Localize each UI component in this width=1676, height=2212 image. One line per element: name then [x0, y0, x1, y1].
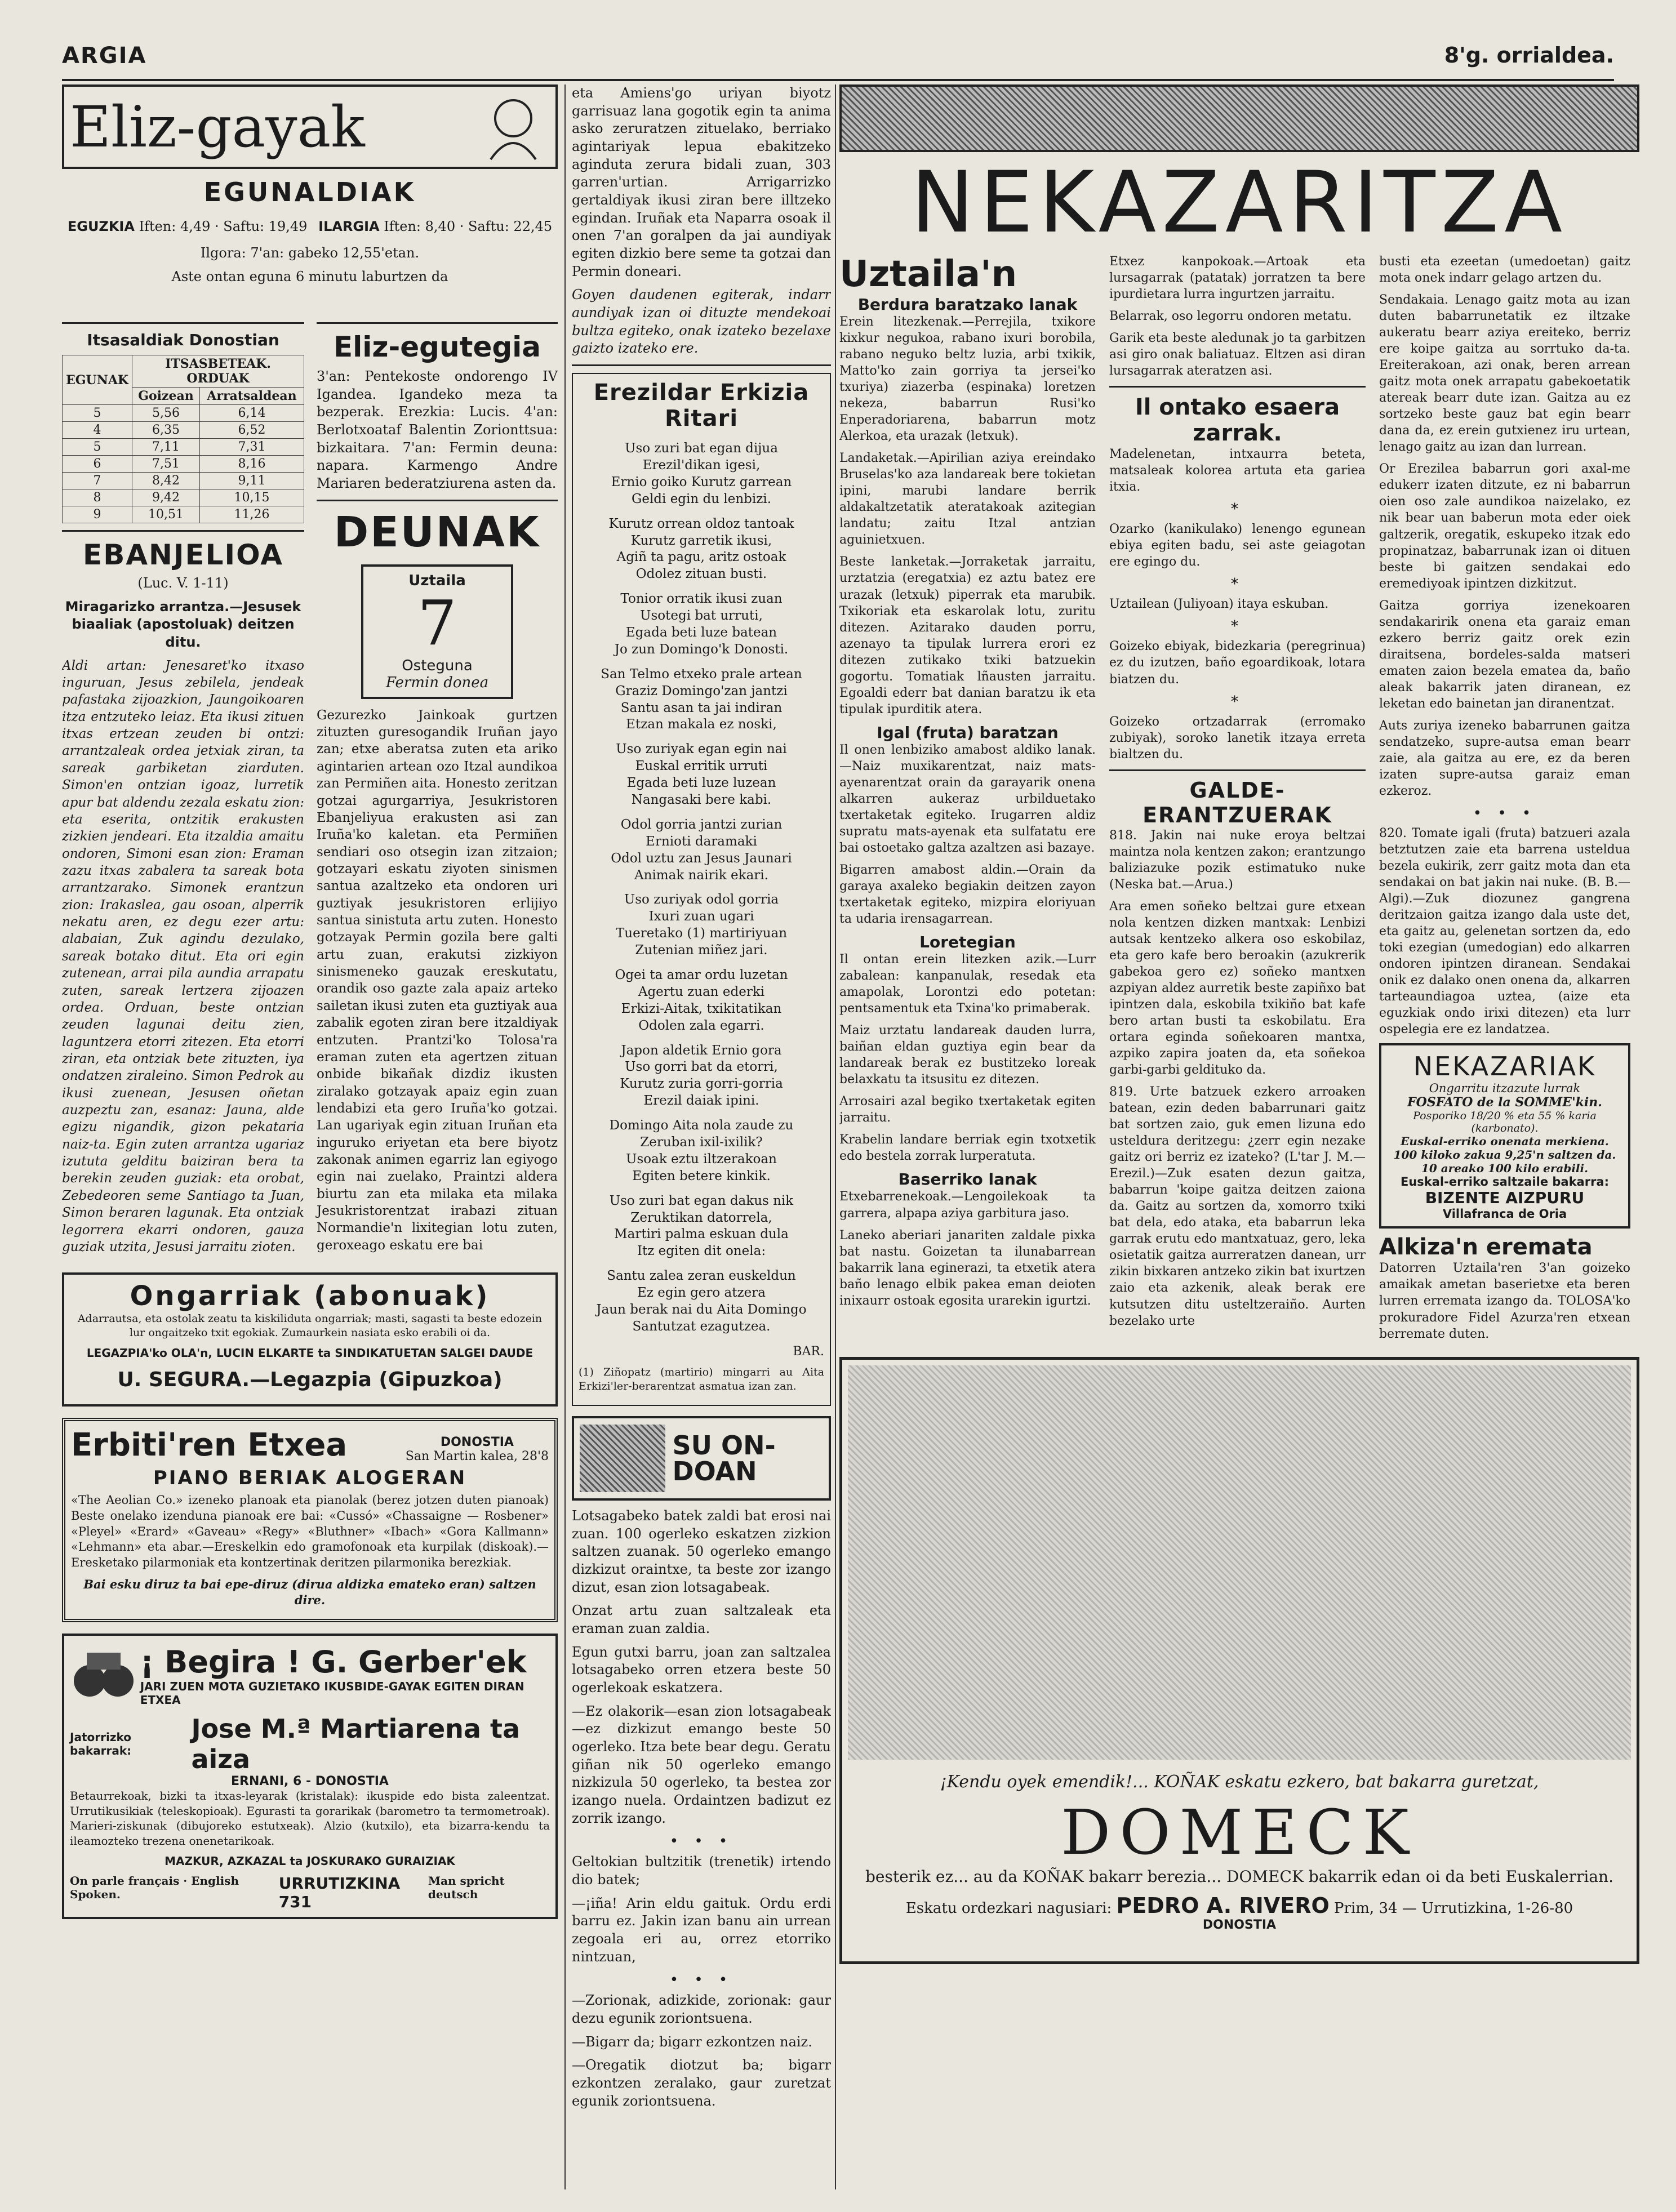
- poem-body: [579, 440, 824, 1336]
- gerber-subtitle: JARI ZUEN MOTA GUZIETAKO IKUSBIDE-GAYAK EGITEN DIRAN ETXEA: [140, 1679, 524, 1707]
- suondoan-p5: Geltokian bultzitik (trenetik) irtendo dio batek;: [572, 1854, 831, 1888]
- erbiti-address: San Martin kalea, 28'8: [405, 1449, 549, 1464]
- text-p17: Uztailean (Juliyoan) itaya eskuban.: [1109, 597, 1329, 612]
- poem-line: Egada beti luze luzean: [626, 776, 776, 791]
- poem-stanza: [579, 1193, 824, 1261]
- suondoan-p8: —Bigarr da; bigarr ezkontzen naiz.: [572, 2033, 812, 2050]
- nekazariak-line1: Ongarritu itzazute lurrak: [1429, 1081, 1581, 1096]
- poem-stanza: [579, 817, 824, 884]
- text-p9: Krabelin landare berriak egin txotxetik edo bestela zorrak lurperatuta.: [839, 1133, 1096, 1164]
- nekazariak-line6: Euskal-erriko saltzaile bakarra:: [1400, 1175, 1609, 1189]
- domeck-ad: [839, 1357, 1639, 1964]
- nekazaritza-columns: [839, 253, 1639, 1348]
- domeck-brand: DOMECK: [1061, 1796, 1418, 1869]
- text-p14: Garik eta beste aledunak jo ta garbitzen asi giro onak baliatuaz. Eltzen asi diran lursagarrak ateratzen asi.: [1109, 331, 1366, 379]
- poem-line: Odolen zala egarri.: [638, 1018, 764, 1033]
- poem-line: Usotegi bat urruti,: [640, 608, 763, 624]
- poem-line: Geldi egin du lenbizi.: [631, 491, 772, 506]
- poem-line: Itz egiten dit onela:: [637, 1244, 766, 1259]
- calendar-month: Uztaila: [408, 572, 466, 589]
- poem-stanza: [579, 1268, 824, 1336]
- loretegian-heading: Loretegian: [919, 933, 1016, 952]
- tides-top-header: ITSASBETEAK. ORDUAK: [132, 355, 304, 388]
- erbiti-subtitle: PIANO BERIAK ALOGERAN: [153, 1467, 467, 1490]
- ongarriak-line3: U. SEGURA.—Legazpia (Gipuzkoa): [117, 1368, 503, 1391]
- text-p24: Sendakaia. Lenago gaitz mota au izan duten babarrunetatik ez iltzake aukeratu bearr aziya ereiteko, berriz ere koipe gaitza au sorrtuko da-ta. Ereiterakoan, azi onak, beren arrean gaitz mota onek arrapatu gabekoetatik atereak bearr dute izan. Gaitza au ez sortzeko beste gauz bat egin bearr dana da, ez erein gutxienez iru urtean, lenago gaitz au izan dan lurrean.: [1379, 293, 1630, 455]
- poem-line: Santu asan ta jai indiran: [620, 700, 783, 715]
- ebanjelioa-heading: Miragarizko arrantza.—Jesusek biaaliak (apostoluak) deitzen ditu.: [65, 598, 301, 651]
- nek-subcol-a: [839, 253, 1096, 1348]
- poem-line: Odol uztu zan Jesus Jaunari: [611, 851, 792, 866]
- tides-evening-header: Arratsaldean: [199, 388, 304, 405]
- poem-line: Euskal erritik urruti: [635, 759, 768, 774]
- poem-line: Nangasaki bere kabi.: [631, 793, 772, 807]
- gerber-deutsch: Man spricht deutsch: [428, 1874, 505, 1902]
- ebanjelioa-title: EBANJELIOA: [83, 538, 283, 571]
- text-p25: Or Erezilea babarrun gori axal-me edukerr izaten ditzute, ez ni babarrun oien oso zale aundikoa naizelako, ez nik bear uan baberun mota eder oiek galtzerik, oregatik, eskupeko itzak edo propinatzaz, babarrunak izan oi dituen beste bi gaitzen sendakai edo eremediyoak ipintzen dizkitzut.: [1379, 462, 1630, 591]
- ebanjelioa-text: Aldi artan: Jenesaret'ko itxaso inguruan, Jesus zebilela, jendeak pafastaka zijoazkion, Jaungoikoaren itza entzuteko leiaz. Eta ikusi zituen itxas ertzean zeuden bi ontzi: arrantzaleak ordea jetxiak ziran, ta sareak garbiketan ziarduten. Simon'en ontzian igoaz, lurretik apur bat aldendu zezala eskatu zion: eta eserita, ontzitik erakusten zizkien jendeari. Eta itzaldia amaitu ondoren, Simoni esan zion: Eraman zazu itxas zabalera ta sareak bota arrantzarako. Simonek erantzun zion: Irakaslea, gau osoan, alperrik nekatu aren, ez degu ezer artu: alabaian, Zuk agindu dezulako, sareak botako ditut. Eta ori egin zutenean, arrai pila aundia arrapatu zuten, sareak lertzera zijoazen ordea. Orduan, beste ontzian zeuden lagunai deitu zien, laguntzera etorri zitezen. Eta etorri ziran, eta ontziak bete zituzten, iya ondatzen ziraleino. Simon Pedrok au ikusi zuenean, Jesusen oñetan auzpeztu zan, esanaz: Jauna, alde egizu nigandik, gizon pekataria naiz-ta. Egin zuten arrantza ugariaz izututa gelditu baiziran bera ta berekin zeuden guziak: eta orobat, Zebedeoren seme Santiago ta Juan, Simon beraren lagunak. Eta ontziak legorrera ekarri ondoren, gauza guziak utzita, Jesusi jarraitu zioten.: [62, 658, 304, 1254]
- table-row: 8 9,42 10,15: [63, 489, 304, 506]
- praying-figure-icon: [477, 93, 550, 161]
- poem-signature: BAR.: [793, 1344, 824, 1359]
- suondoan-p7: —Zorionak, adizkide, zorionak: gaur dezu egunik zoriontsuena.: [572, 1992, 831, 2027]
- column-rule: [564, 84, 566, 2189]
- suondoan-p3: Egun gutxi barru, joan zan saltzalea lotsagabeko orren etzera beste 50 ogerlekoak eskatzera.: [572, 1644, 831, 1696]
- erbiti-text: «The Aeolian Co.» izeneko planoak eta pianolak (berez jotzen duten pianoak) Beste onelako izenduna pianoak ere bai: «Cussó» «Chassaigne — Rosbener» «Pleyel» «Erard» «Gaveau» «Regy» «Bluthner» «Ibach» «Gora Kallmann» «Lehmann» eta abar.—Ereskelkin edo gramofonoak eta kurpilak (diskoak).—Eresketako pilarmoniak eta kontzertinak deritzen pilarmonika berezkiak.: [71, 1493, 549, 1570]
- itsasaldiak-title: Itsasaldiak Donostian: [87, 331, 279, 349]
- poem-line: Kurutz garretik ikusi,: [630, 533, 772, 548]
- erbiti-ad: [62, 1418, 558, 1622]
- nekazariak-line3: Posporiko 18/20 % eta 55 % karia (karbonato).: [1413, 1110, 1597, 1135]
- table-row: 5 7,11 7,31: [63, 439, 304, 456]
- text-p1: Erein litezkenak.—Perrejila, txikore kixkur negukoa, rabano ixuri borobila, rabano neguko beltz luzia, arbi txikik, Matto'ko zain gorriya ta jersei'ko txuriya) ziazerba (espinaka) loretzen nekeza, babarrun Rusi'ko Enperadoriarena, babarrun motz Alerkoa, eta urazak (letxuk).: [839, 315, 1096, 444]
- text-p8: Arrosairi azal begiko txertaketak egiten jarraitu.: [839, 1094, 1096, 1125]
- calendar-saint: Fermin donea: [385, 674, 489, 691]
- text-p5: Bigarren amabost aldin.—Orain da garaya axaleko begiakin deitzen zayon txertaketak egiteko, mizpira eloriyuan ta udaria irensagarrean.: [839, 862, 1096, 927]
- ongarriak-title: Ongarriak (abonuak): [130, 1280, 490, 1312]
- poem-stanza: [579, 591, 824, 658]
- poem-stanza: [579, 967, 824, 1035]
- text-p4: Il onen lenbiziko amabost aldiko lanak.—Naiz muxikarentzat, naiz mats-ayenarentzat orain da garayarik onena alkarren aukeraz urbilduetako txertaketak egiteko. Irugarren aldiz supratu mats-ayenak eta sulfatatu ere bai ostoetako galtza azaltzen asi bazaye.: [839, 742, 1096, 855]
- gerber-label: Jatorrizko bakarrak:: [70, 1730, 132, 1758]
- domeck-line1: ¡Kendu oyek emendik!... KOÑAK eskatu ezkero, bat bakarra guretzat,: [940, 1772, 1539, 1792]
- text-p18: Goizeko ebiyak, bidezkaria (peregrinua) ez du izutzen, baño egoardikoak, lotara biatzen du.: [1109, 639, 1366, 687]
- poem-line: Santutzat ezagutzea.: [632, 1319, 771, 1334]
- poem-footnote: (1) Ziñopatz (martirio) mingarri au Aita Erkizi'ler-berarentzat asmatua izan zan.: [579, 1365, 824, 1392]
- left-subcolumns: [62, 315, 558, 1261]
- berdura-heading: Berdura baratzako lanak: [857, 295, 1078, 314]
- text-p3: Beste lanketak.—Jorraketak jarraitu, urztatzia (eregatxia) ez aztu batez ere urazak (letxuk) piperrak eta marubik. Txikoriak eta eskarolak lotu, zuritu ditezen. Azitarako dauden porru, azenayo ta tipulak lurrera erori ez ditezen zutikako txiki batzuekin gogortu. Tomatiak lñausten jarraitu. Egoaldi ederr bat danian baratzu ik eta tipulak ipurditik atera.: [839, 555, 1096, 716]
- erezildar-title: Erezildar Erkizia Ritari: [593, 380, 810, 432]
- poem-line: Tueretako (1) martiriyuan: [615, 926, 788, 941]
- ilargia-times: Iften: 8,40 · Saftu: 22,45: [384, 219, 553, 234]
- suondoan-p2: Onzat artu zuan saltzaleak eta eraman zuan zaldia.: [572, 1603, 831, 1637]
- poem-line: Etzan makala ez noski,: [626, 717, 777, 732]
- domeck-agent: PEDRO A. RIVERO: [1116, 1893, 1330, 1919]
- nekazaritza-section: [839, 84, 1639, 2189]
- ilargia-label: ILARGIA: [318, 219, 380, 234]
- sun-moon-times: [62, 219, 558, 234]
- tavern-illustration: [580, 1425, 665, 1492]
- poem-line: Martiri palma eskuan dula: [614, 1227, 789, 1242]
- domeck-line2: besterik ez... au da KOÑAK bakarr berezia... DOMECK bakarrik edan oi da beti Euskalerrian.: [865, 1867, 1613, 1886]
- poem-line: Ernio goiko Kurutz garrean: [611, 474, 792, 489]
- gerber-name: Jose M.ª Martiarena ta aiza: [191, 1713, 520, 1775]
- suondoan-title: SU ON-DOAN: [672, 1430, 776, 1487]
- poem-stanza: [579, 892, 824, 959]
- suondoan-p6: —¡iña! Arin eldu gaituk. Ordu erdi barru ez. Jakin izan banu ain urrean zegoala eri au, orrez etorriko nintzuan,: [572, 1895, 831, 1965]
- poem-line: Ez egin gero atzera: [637, 1285, 766, 1301]
- gerber-ad: [62, 1634, 558, 1919]
- gerber-items: Betaurrekoak, bizki ta itxas-leyarak (kristalak): ikuspide edo bista zaleentzat. Urrutikusikiak (teleskopioak). Egurasti ta gorarikak (barometro ta termometroak). Marieri-ziskunak (dibujoreko estutxeak). Alzio (kutxilo), eta bizarra-kendu ta ileamozteko trezena onenetarikoak.: [70, 1789, 550, 1848]
- text-p29: Datorren Uztaila'ren 3'an goizeko amaikak ametan baserietxe eta beren lurren erremata izango da. TOLOSA'ko prokuradore Fidel Azurza'ren etxean berremate duten.: [1379, 1261, 1630, 1341]
- poem-line: Erkizi-Aitak, txikitatikan: [621, 1001, 782, 1016]
- table-row: 5 5,56 6,14: [63, 405, 304, 422]
- alkiza-heading: Alkiza'n eremata: [1379, 1234, 1593, 1261]
- left-subcolumn-a: [62, 315, 304, 1261]
- table-row: 6 7,51 8,16: [63, 456, 304, 473]
- text-p16: Ozarko (kanikulako) lenengo egunean ebiya egiten badu, sei aste geiagotan ere egingo du.: [1109, 522, 1366, 569]
- nek-subcol-c: busti eta ezeetan (umedoetan) gaitz mota onek indarr gelago artzen du. Sendakaia. Lenago gaitz mota au izan duten babarrunetatik ez iltzake aukeratu bearr aziya ereiteko, berriz ere koipe gaitza au sorrtuko da-ta. Ereiterakoan, azi onak, beren arrean gaitz mota onek arrapatu gabekoetatik atereak bearr dute izan. Gaitza au ez sortzeko beste gauz bat egin bearr dana da, ez erein gutxienez iru urtean, lenago gaitz au izan dan lurrean. Or Erezilea babarrun gori axal-me edukerr izaten ditzute, ez ni babarrun oien oso zale aundikoa naizelako, ez nik bear uan baberun mota eder oiek galtzerik, oregatik, eskupeko itzak edo propinatzaz, babarrunak izan oi dituen beste bi gaitzen sendakai edo eremediyoak ipintzen dizkitzut. Gaitza gorriya izenekoaren sendakaririk onena eta garaiz eman ezkero berriz gaitz orek ezin diraitsena, bordeles-salda matseri ematen zaion bezela ematea da, baño aleak bakarrik jaten diranean, ez leketan edo bainetan jan diranentzat. Auts zuriya izeneko babarrunen gaitza sendatzeko, supre-autsa eman bearr zaie, ala gaitza au ere, ez da beren izaten supre-autsa garaiz eman ezkeroz. • • • 820. Tomate igali (fruta) batzueri azala betztutzen zaie eta barrena usteldua bezela eukirik, zerr gaitz mota dan eta sendakai on bat jakin nai nuke. (B. B.—Algi).—Zuk diozunez gangrena deritzaion gaitza izango dala uste det, eta gaitz au, gelenetan sortzen da, edo toki ezegian (umedogian) edo alkarren ondoren ipintzen diranean. Sendakai onik ez dalako onen onena da, alkarren tarteaundiagoa uztea, (aize eta eguzkiak ondo irixi ditezen) eta lurr ospelegia ere ez landatzea. NEKAZARIAK Ongarritu itzazute lurrak FOSFATO de la SOMME'kin. Posporiko 18/20 % eta 55 % karia (karbonato). Euskal-erriko onenata merkiena. 100 kiloko zakua 9,25'n saltzen da. 10 areako 100 kilo erabili. Euskal-erriko saltzaile bakarra: BIZENTE AIZPURU Villafranca de Oria Alkiza'n eremata Datorren Uztaila'ren 3'an goizeko amaikak ametan baserietxe eta beren lurren erremata izango da. TOLOSA'ko prokuradore Fidel Azurza'ren etxean berremate duten.: [1379, 253, 1630, 1348]
- poem-line: San Telmo etxeko prale artean: [601, 666, 802, 682]
- nek-subcol-b: Etxez kanpokoak.—Artoak eta lursagarrak (patatak) jorratzen ta bere ipurdietara lurra ingurtzen jarraitu. Belarrak, oso legorru ondoren metatu. Garik eta beste aledunak jo ta garbitzen asi giro onak baliatuaz. Eltzen asi diran lursagarrak ateratzen asi. Il ontako esaera zarrak. Madelenetan, intxaurra beteta, matsaleak kolorea artuta eta gariea itxia. * Ozarko (kanikulako) lenengo egunean ebiya egiten badu, sei aste geiagotan ere egingo du. * Uztailean (Juliyoan) itaya eskuban. * Goizeko ebiyak, bidezkaria (peregrinua) ez du izutzen, baño egoardikoak, lotara biatzen du. * Goizeko ortzadarrak (erromako zubiyak), soroko lanetik itzaya erreta bialtzen du. GALDE-ERANTZUERAK 818. Jakin nai nuke eroya beltzai maintza nola kentzen zakon; erantzungo baliziazuke pozik estimatuko nuke (Neska bat.—Arua.) Ara emen soñeko beltzai gure etxean nola kentzen dizken mantxak: Lenbizi autsak kentzeko alkera oso eskobilaz, eta gero kafe bero beroakin (azukrerik gabekoa gero ez) soñeko mantxen azpiyan aldez aurretik beste zapiñxo bat ipintzen dala, eskobila txikiño bat kafe bero artan busti ta eskobilatu. Era ortara eginda soñekoaren mantxa, azpiko zapira joaten da, eta soñekoa garbi-garbi geldituko da. 819. Urte batzuek ezkero arroaken batean, ezin deden babarrunari gaitz bat sortzen zaio, guk emen lizuna edo usteldura deritzegu: ¿zerr egin nezake gaitz ori berriz ez izateko? (L'tar J. M.—Erezil.)—Zuk esaten dezun gaitza, babarrun 'koipe gaitza deitzen zaiona da. Gaitz au sortzen da, xomorro txiki bat dela, edo ataka, eta babarrun leka garrak erutu edo mantxatuaz, gero, leka osietatik gaitza aurreratzen danean, urr zikin bixkaren antzeko zikin bat ixurtzen zaio eta azkenik, aleak berak ere kutsutzen ditu usteltzeraiño. Aurten bezelako urte: [1109, 253, 1366, 1348]
- poem-line: Odolez zituan busti.: [635, 567, 767, 582]
- suondoan-p1: Lotsagabeko batek zaldi bat erosi nai zuan. 100 ogerleko eskatzen zizkion saltzen zuanak. 50 ogerleko emango dizkizut oraintxe, ta beste zor izango dizut, esan zion lotsagabeak.: [572, 1508, 831, 1595]
- goyen-daudenen-text: Goyen daudenen egiterak, indarr aundiyak izan oi dituzte mendekoai bultza egiteko, onak izateko bezelaxe gaizto izateko ere.: [572, 287, 831, 357]
- table-row: 9 10,51 11,26: [63, 506, 304, 523]
- gerber-phone: URRUTIZKINA 731: [278, 1874, 401, 1912]
- column-rule: [835, 84, 836, 2189]
- erbiti-title: Erbiti'ren Etxea: [71, 1427, 348, 1464]
- nekazariak-line5: 100 kiloko zakua 9,25'n saltzen da. 10 areako 100 kilo erabili.: [1393, 1148, 1616, 1176]
- text-p7: Maiz urztatu landareak dauden lurra, baiñan eldan guztiya egin bear da landareak berak ez bustitzeko loreak belaxkatu ta itsusitu ez ditezen.: [839, 1023, 1096, 1087]
- calendar-card: [361, 564, 513, 699]
- poem-line: Agiñ ta pagu, aritz ostoak: [616, 550, 786, 565]
- poem-stanza: [579, 666, 824, 734]
- text-p6: Il ontan erein litezken azik.—Lurr zabalean: kanpanulak, resedak eta amapolak, Lorontzi edo potetan: pentsamentuk eta Txina'ko primaberak.: [839, 953, 1096, 1016]
- tides-day-header: EGUNAK: [63, 355, 132, 405]
- nekazariak-ad: [1379, 1043, 1630, 1229]
- farming-illustration-banner: [839, 84, 1639, 152]
- page-header: [62, 39, 1614, 81]
- poem-line: Jaun berak nai du Aita Domingo: [596, 1302, 807, 1318]
- ongarriak-line1: Adarrautsa, eta ostolak zeatu ta kiskiliduta ongarriak; masti, sagasti ta beste edozein lur ongaitzeko txit egokiak. Zumaurkein nasiata esko erabili oi da.: [77, 1312, 543, 1339]
- left-section: [62, 84, 558, 2189]
- binoculars-icon: [70, 1641, 135, 1709]
- poem-line: Japon aldetik Ernio gora: [621, 1043, 782, 1058]
- poem-line: Uso zuriyak odol gorria: [624, 892, 779, 907]
- poem-stanza: [579, 741, 824, 809]
- fermin-text-continued: eta Amiens'go uriyan biyotz garrisuaz lana gogotik egin ta anima asko zeruratzen zituelako, berriako agintariyak lepua ebakitzeko aginduta zerura bidali zuan, 303 garren'urtian. Arrigarrizko gertaldiyak ikusi ziran bere illtzeko egindan. Iruñak eta Naparra osoak il onen 7'an goralpen da jai aundiyak egiten dizkio bere seme ta gotzai dan Permin doneari.: [572, 85, 831, 279]
- esaera-heading: Il ontako esaera zarrak.: [1135, 394, 1340, 447]
- baserriko-heading: Baserriko lanak: [898, 1170, 1037, 1189]
- erezildar-poem: [572, 373, 831, 1406]
- tides-table: [62, 355, 304, 523]
- page-number: 8'g. orrialdea.: [1444, 43, 1614, 68]
- poem-line: Egada beti luze batean: [625, 625, 777, 640]
- poem-line: Domingo Aita nola zaude zu: [609, 1118, 794, 1133]
- eguzkia-label: EGUZKIA: [67, 219, 135, 234]
- ebanjelioa-ref: (Luc. V. 1-11): [137, 575, 229, 591]
- poem-line: Ogei ta amar ordu luzetan: [615, 968, 788, 983]
- poem-line: Egiten betere kinkik.: [632, 1168, 771, 1183]
- poem-stanza: [579, 1043, 824, 1110]
- egutegia-title: Eliz-egutegia: [333, 331, 541, 363]
- nekazariak-line2: FOSFATO de la SOMME'kin.: [1407, 1095, 1602, 1110]
- domeck-line3: Eskatu ordezkari nagusiari:: [905, 1900, 1112, 1917]
- deunak-text: Gezurezko Jainkoak gurtzen zituzten guresogandik Iruñan jayo zan; etxe aberatsa zuten eta ariko agintarien artean ozo Itzal aundikoa zan Permiñen aita. Honesto zeritzan gotzai agurgarriya, Jesukristoren Ebanjeliyua erakusten asi zan Iruña'ko kaletan. eta Permiñen sendiari oso otsegin izan zitzaion; gotzayari eskatu ziyoten sinismen santua azaltzeko eta ondoren uri guztiyak jesukristoren erlijiyo santua sinistuta artu zuten. Honesto gotzayak Permin gozila bere galti artu zuan, erakutsi zizkiyon sinismeneko gauzak ereskutatu, orandik oso gazte zala apaiz arteko sailetan ikusi zuten eta guztiyak aua zabalik egoten ziran bere itzaldiyak entzuten. Prantzi'ko Tolosa'ra eraman zuten eta agertzen zituan onbide bikañak dizdiz ikusten ziralako gotzayak apaiz egin zuan lendabizi eta gero Iruña'ko gotzai. Lan ugariyak egin zituan Iruñan eta inguruko eriyetan eta bere biyotz zakonak animen egarriz lan egiyogo egin nai zuelako, Praintzi aldera biurtu zan eta milaka eta milaka Jesukristorentzat irabazi zituan Normandie'n lixitegian lotu zuten, geroxeago eskatu ere bai: [317, 707, 558, 1253]
- poem-stanza: [579, 516, 824, 584]
- text-p23: busti eta ezeetan (umedoetan) gaitz mota onek indarr gelago artzen du.: [1379, 255, 1630, 286]
- eliz-gayak-masthead: [62, 84, 558, 169]
- poem-line: Zeruban ixil-ixilik?: [640, 1135, 763, 1150]
- newspaper-name: ARGIA: [62, 43, 147, 69]
- poem-line: Uso zuri bat egan dijua: [625, 441, 778, 456]
- suondoan-header: [572, 1416, 831, 1501]
- gerber-title: ¡ Begira ! G. Gerber'ek: [140, 1644, 527, 1680]
- table-row: 4 6,35 6,52: [63, 422, 304, 439]
- poem-line: Uso zuriyak egan egin nai: [616, 742, 787, 757]
- text-p15: Madelenetan, intxaurra beteta, matsaleak kolorea artuta eta gariea itxia.: [1109, 447, 1366, 495]
- domeck-line4: Prim, 34 — Urrutizkina, 1-26-80: [1334, 1900, 1573, 1917]
- tides-morning-header: Goizean: [132, 388, 200, 405]
- text-p22: 819. Urte batzuek ezkero arroaken batean, ezin deden babarrunari gaitz bat sortzen zaio, guk emen lizuna edo usteldura deritzegu: ¿zerr egin nezake gaitz ori berriz ez izateko? (L'tar J. M.—Erezil.)—Zuk esaten dezun gaitza, babarrun 'koipe gaitza deitzen zaiona da. Gaitz au sortzen da, xomorro txiki bat dela, edo ataka, eta babarrun leka garrak erutu edo mantxatuaz, gero, leka osietatik gaitza aurreratzen danean, urr zikin bixkaren antzeko zikin bat ixurtzen zaio eta azkenik, aleak berak ere kutsutzen ditu usteltzeraiño. Aurten bezelako urte: [1109, 1085, 1366, 1328]
- eliz-gayak-section: [62, 84, 558, 315]
- ongarriak-line2: LEGAZPIA'ko OLA'n, LUCIN ELKARTE ta SINDIKATUETAN SALGEI DAUDE: [86, 1346, 534, 1360]
- middle-column: eta Amiens'go uriyan biyotz garrisuaz lana gogotik egin ta anima asko zeruratzen zituelako, berriako agintariyak lepua ebakitzeko aginduta zerura bidali zuan, 303 garren'urtian. Arrigarrizko gertaldiyak ikusi ziran bere illtzeko egindan. Iruñak eta Naparra osoak il onen 7'an goralpen da jai aundiyak egiten dizkio bere seme ta gotzai dan Permin doneari. Goyen daudenen egiterak, indarr aundiyak izan oi dituzte mendekoai bultza egiteko, onak izateko bezelaxe gaizto izateko ere. Erezildar Erkizia Ritari Uso zuri bat egan dijua Erezil'dikan igesi, Ernio goiko Kurutz garrean Geldi egin du lenbizi. Kurutz orrean oldoz tantoak Kurutz garretik ikusi, Agiñ ta pagu, aritz ostoak Odolez zituan busti. Tonior orratik ikusi zuan Usotegi bat urruti, Egada beti luze batean Jo zun Domingo'k Donosti. San Telmo etxeko prale artean Graziz Domingo'zan jantzi Santu asan ta jai indiran Etzan makala ez noski, Uso zuriyak egan egin nai Euskal erritik urruti Egada beti luze luzean Nangasaki bere kabi. Odol gorria jantzi zurian Ernioti daramaki Odol uztu zan Jesus Jaunari Animak nairik ekari. Uso zuriyak odol gorria Ixuri zuan ugari Tueretako (1) martiriyuan Zutenian miñez jari. Ogei ta amar ordu luzetan Agertu zuan ederki Erkizi-Aitak, txikitatikan Odolen zala egarri. Japon aldetik Ernio gora Uso gorri bat da etorri, Kurutz zuria gorri-gorria Erezil daiak ipini. Domingo Aita nola zaude zu Zeruban ixil-ixilik? Usoak eztu iltzerakoan Egiten betere kinkik. Uso zuri bat egan dakus nik Zeruktikan datorrela, Martiri palma eskuan dula Itz egiten dit onela: Santu zalea zeran euskeldun Ez egin gero atzera Jaun berak nai du Aita Domingo Santutzat ezagutzea. BAR. (1) Ziñopatz (martirio) mingarri au Aita Erkizi'ler-berarentzat asmatua izan zan. SU ON-DOAN Lotsagabeko batek zaldi bat erosi nai zuan. 100 ogerleko eskatzen zizkion saltzen zuanak. 50 ogerleko emango dizkizut oraintxe, ta beste zor izango dizut, esan zion lotsagabeak. Onzat artu zuan saltzaleak eta eraman zuan zaldia. Egun gutxi barru, joan zan saltzalea lotsagabeko orren etzera beste 50 ogerlekoak eskatzera. —Ez olakorik—esan zion lotsagabeak—ez dizkizut emango beste 50 ogerleko. Itza bete bear degu. Geratu giñan nik 50 ogerleko emango nizkizula 50 ogerleko, ta bestea zor izango nuela. Ordaintzen badizut ez zorrik izango. • • • Geltokian bultzitik (trenetik) irtendo dio batek; —¡iña! Arin eldu gaituk. Ordu erdi barru ez. Jakin izan banu ain urrean zegoala eri au, orrez etorriko nintzuan, • • • —Zorionak, adizkide, zorionak: gaur dezu egunik zoriontsuena. —Bigarr da; bigarr ezkontzen naiz. —Oregatik diotzut ba; bigarr ezkontzen zeralako, gaur zuretzat egunik zoriontsuena.: [572, 84, 831, 2189]
- ilgora-note: Ilgora: 7'an: gabeko 12,55'etan.: [200, 245, 420, 261]
- poem-line: Erezil'dikan igesi,: [642, 457, 761, 473]
- deunak-title: DEUNAK: [334, 508, 541, 557]
- poem-line: Ernioti daramaki: [646, 834, 757, 849]
- text-p19: Goizeko ortzadarrak (erromako zubiyak), soroko lanetik itzaya erreta bialtzen du.: [1109, 714, 1366, 762]
- poem-line: Erezil daiak ipini.: [643, 1093, 759, 1109]
- poem-line: Kurutz zuria gorri-gorria: [620, 1076, 783, 1092]
- erbiti-city: DONOSTIA: [440, 1435, 514, 1450]
- uztaila-heading: Uztaila'n: [839, 253, 1017, 295]
- suondoan-p9: —Oregatik diotzut ba; bigarr ezkontzen zeralako, gaur zuretzat egunik zoriontsuena.: [572, 2057, 831, 2109]
- text-p12: Etxez kanpokoak.—Artoak eta lursagarrak (patatak) jorratzen ta bere ipurdietara lurra ingurtzen jarraitu.: [1109, 255, 1366, 302]
- egunaldiak-heading: EGUNALDIAK: [203, 177, 416, 207]
- gerber-footer: MAZKUR, AZKAZAL ta JOSKURAKO GURAIZIAK: [165, 1854, 455, 1868]
- left-subcolumn-b: [317, 315, 558, 1261]
- galde-heading: GALDE-ERANTZUERAK: [1142, 777, 1332, 827]
- poem-line: Usoak eztu iltzerakoan: [626, 1151, 777, 1167]
- poem-line: Uso gorri bat da etorri,: [625, 1060, 778, 1075]
- drinkers-illustration: [848, 1365, 1631, 1760]
- nekazaritza-title: NEKAZARITZA: [910, 154, 1568, 252]
- poem-line: Zutenian miñez jari.: [635, 943, 768, 958]
- gerber-city: ERNANI, 6 - DONOSTIA: [231, 1774, 389, 1789]
- poem-line: Zeruktikan datorrela,: [630, 1210, 772, 1225]
- igal-heading: Igal (fruta) baratzan: [877, 723, 1059, 742]
- nekazariak-line4: Euskal-erriko onenata merkiena.: [1401, 1134, 1609, 1149]
- poem-line: Ixuri zuan ugari: [648, 909, 754, 924]
- domeck-city: DONOSTIA: [1202, 1918, 1277, 1933]
- table-row: 7 8,42 9,11: [63, 473, 304, 489]
- text-p20: 818. Jakin nai nuke eroya beltzai maintza nola kentzen zakon; erantzungo baliziazuke pozik estimatuko nuke (Neska bat.—Arua.): [1109, 828, 1366, 892]
- eliz-gayak-title: Eliz-gayak: [70, 94, 365, 160]
- suondoan-p4: —Ez olakorik—esan zion lotsagabeak—ez dizkizut emango beste 50 ogerleko. Itza bete bear degu. Geratu giñan nik 50 ogerleko emango nizkizula 50 ogerleko, ta bestea zor izango nuela. Ordaintzen badizut ez zorrik izango.: [572, 1703, 831, 1826]
- text-p2: Landaketak.—Apirilian aziya ereindako Bruselas'ko aza landareak bere tokietan ipini, marubi landare berrik aldakaltzetatik ateratakoak azitegian landatu; zaitu Itzal antzian aguinietxuen.: [839, 451, 1096, 548]
- day-length-note: Aste ontan eguna 6 minutu laburtzen da: [171, 268, 448, 284]
- text-p26: Gaitza gorriya izenekoaren sendakaririk onena eta garaiz eman ezkero berriz gaitz orek ezin diraitsena, bordeles-salda matseri ematen zaion bezela ematea da, baño aleak bakarrik jaten diranean, ez leketan edo bainetan jan diranentzat.: [1379, 598, 1630, 711]
- poem-stanza: [579, 440, 824, 508]
- poem-line: Santu zalea zeran euskeldun: [607, 1269, 796, 1284]
- poem-line: Agertu zuan ederki: [638, 984, 765, 999]
- poem-line: Animak nairik ekari.: [634, 867, 768, 883]
- poem-line: Odol gorria jantzi zurian: [620, 817, 783, 832]
- poem-line: Uso zuri bat egan dakus nik: [609, 1193, 794, 1208]
- poem-line: Jo zun Domingo'k Donosti.: [614, 642, 789, 657]
- gerber-languages: On parle français · English Spoken.: [70, 1874, 239, 1902]
- text-p10: Etxebarrenekoak.—Lengoilekoak ta garrera, alpapa aziya garbitura jaso.: [839, 1190, 1096, 1221]
- calendar-weekday: Osteguna: [402, 657, 473, 674]
- text-p27: Auts zuriya izeneko babarrunen gaitza sendatzeko, supre-autsa eman bearr zaie, ala gaitza au ere, ez da beren izaten supre-autsa garaiz eman ezkeroz.: [1379, 718, 1630, 798]
- nekazariak-title: NEKAZARIAK: [1413, 1051, 1597, 1082]
- poem-line: Tonior orratik ikusi zuan: [620, 591, 783, 607]
- text-p28: 820. Tomate igali (fruta) batzueri azala betztutzen zaie eta barrena usteldua bezela eukirik, zerr gaitz mota dan eta sendakai on bat jakin nai nuke. (B. B.—Algi).—Zuk diozunez gangrena deritzaion gaitza izango dala uste det, eta gaitz au, gelenetan sortzen da, edo toki ezegian (umedogian) edo alkarren ondoren ipintzen diranean. Sendakai onik ez dalako onen onena da, alkarren tarteaundiagoa uztea, (aize eta eguzkiak ondo irixi ditezen) eta lurr ospelegia ere ez landatzea.: [1379, 826, 1630, 1037]
- nekazariak-name: BIZENTE AIZPURU: [1425, 1189, 1585, 1208]
- poem-stanza: [579, 1118, 824, 1185]
- nekazariak-town: Villafranca de Oria: [1442, 1207, 1567, 1221]
- eguzkia-times: Iften: 4,49 · Saftu: 19,49: [139, 219, 308, 234]
- text-p21: Ara emen soñeko beltzai gure etxean nola kentzen dizken mantxak: Lenbizi autsak kentzeko alkera oso eskobilaz, eta gero kafe bero beroakin (azukrerik gabekoa gero ez) soñeko mantxen azpiyan aldez aurretik beste zapiñxo bat ipintzen dala, eskobila txikiño bat kafe bero artan busti ta eskobilatu. Era ortara eginda soñekoaren mantxa, azpiko zapira joaten da, eta soñekoa garbi-garbi geldituko da.: [1109, 899, 1366, 1078]
- calendar-day: 7: [417, 586, 457, 659]
- text-p11: Laneko aberiari janariten zaldale pixka bat nastu. Goizetan ta ilunabarrean bakarrik lana eginerazi, ta etxetik atera baño lenago elbik pakea eman deioten inixaurr ostoak egosita urarekin igurtzi.: [839, 1228, 1096, 1308]
- poem-line: Graziz Domingo'zan jantzi: [615, 683, 788, 698]
- erbiti-note: Bai esku diruz ta bai epe-diruz (dirua aldizka emateko eran) saltzen dire.: [83, 1577, 536, 1607]
- text-p13: Belarrak, oso legorru ondoren metatu.: [1109, 309, 1352, 324]
- poem-line: Kurutz orrean oldoz tantoak: [608, 516, 794, 531]
- egutegia-text: 3'an: Pentekoste ondorengo IV Igandea. Igandeko meza ta bezperak. Erezkia: Lucis. 4'an: Berlotxoataf Balentin Zorionttsua: bizkaitara. 7'an: Fermin deuna: napara. Karmengo Andre Mariaren bederatziurena asten da.: [317, 368, 558, 492]
- ongarriak-ad: [62, 1272, 558, 1407]
